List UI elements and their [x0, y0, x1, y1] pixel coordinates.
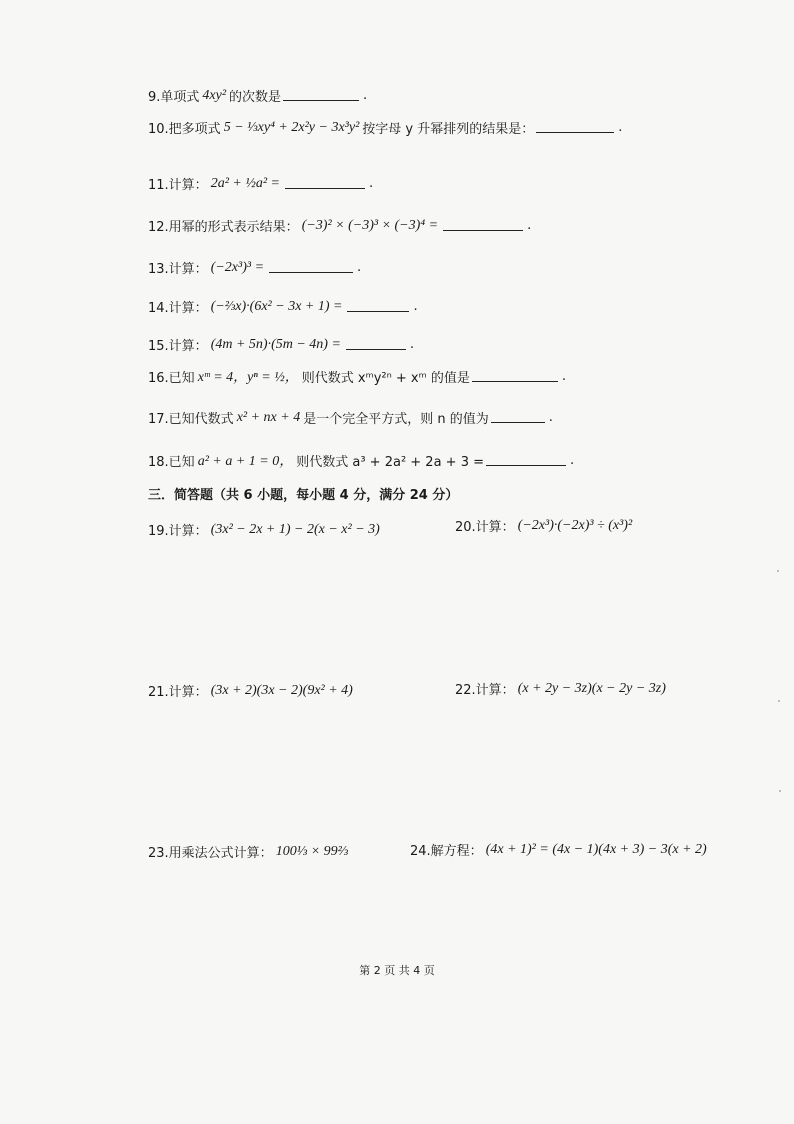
question-15	[148, 335, 414, 354]
question-suffix: 是一个完全平方式，则 n 的值为	[303, 412, 489, 427]
question-expression: a² + a + 1 = 0，	[197, 454, 294, 469]
problem-expression: (4x + 1)² = (4x − 1)(4x + 3) − 3(x + 2)	[485, 841, 707, 857]
answer-blank[interactable]	[536, 122, 614, 133]
scan-speck	[779, 790, 781, 792]
question-expression: 5 − ⅓xy⁴ + 2x²y − 3x³y²	[223, 119, 360, 135]
question-9	[148, 86, 367, 105]
question-expression: x² + nx + 4	[236, 409, 301, 425]
question-10	[148, 118, 622, 137]
problem-expression: (x + 2y − 3z)(x − 2y − 3z)	[517, 680, 666, 696]
question-expression: (−2x³)³ =	[210, 259, 265, 275]
question-end: .	[357, 260, 362, 275]
problem-label: 22.计算：	[455, 683, 515, 698]
answer-blank[interactable]	[472, 371, 558, 382]
problem-label: 23.用乘法公式计算：	[148, 846, 273, 861]
question-prefix: 12.用幂的形式表示结果：	[148, 220, 299, 235]
answer-blank[interactable]	[269, 262, 353, 273]
problem-label: 20.计算：	[455, 520, 515, 535]
question-16	[148, 366, 566, 386]
answer-blank[interactable]	[285, 178, 365, 189]
problem-expression: (3x² − 2x + 1) − 2(x − x² − 3)	[210, 521, 380, 537]
question-prefix: 17.已知代数式	[148, 412, 234, 427]
question-suffix: 按字母 y 升幂排列的结果是：	[362, 122, 535, 137]
question-end: .	[527, 218, 532, 233]
problem-expression: (−2x³)·(−2x)³ ÷ (x³)²	[517, 517, 633, 533]
scan-speck	[778, 700, 780, 702]
question-end: .	[570, 452, 575, 468]
question-prefix: 15.计算：	[148, 339, 208, 354]
question-expression: (−⅔x)·(6x² − 3x + 1) =	[210, 298, 343, 314]
question-prefix: 9.单项式	[148, 90, 200, 105]
question-prefix: 14.计算：	[148, 301, 208, 316]
problem-expression: 100⅓ × 99⅔	[275, 843, 349, 859]
question-18	[148, 450, 574, 470]
problem-19	[148, 520, 383, 539]
answer-blank[interactable]	[491, 412, 545, 423]
problem-label: 24.解方程：	[410, 844, 483, 859]
page-footer: 第 2 页 共 4 页	[359, 964, 435, 977]
problem-24	[410, 840, 710, 859]
question-end: .	[618, 120, 623, 135]
question-14	[148, 297, 418, 316]
question-end: .	[363, 88, 368, 103]
question-prefix: 16.已知	[148, 370, 195, 386]
answer-blank[interactable]	[443, 220, 523, 231]
problem-22	[455, 679, 669, 698]
problem-21	[148, 681, 356, 700]
problem-23	[148, 842, 351, 861]
question-expression: 4xy²	[202, 87, 227, 103]
question-prefix: 11.计算：	[148, 178, 208, 193]
question-prefix: 18.已知	[148, 454, 195, 470]
question-expression: 2a² + ½a² =	[210, 175, 280, 191]
answer-blank[interactable]	[347, 301, 409, 312]
question-expression: (4m + 5n)·(5m − 4n) =	[210, 336, 341, 352]
question-11	[148, 174, 373, 193]
question-12	[148, 216, 531, 235]
question-end: .	[409, 337, 415, 352]
section-heading: 三．简答题（共 6 小题，每小题 4 分，满分 24 分）	[148, 488, 459, 503]
question-suffix: 则代数式 xᵐy²ⁿ + xᵐ 的值是	[301, 370, 470, 386]
problem-expression: (3x + 2)(3x − 2)(9x² + 4)	[210, 682, 353, 698]
question-expression: (−3)² × (−3)³ × (−3)⁴ =	[301, 217, 439, 233]
question-end: .	[368, 176, 374, 191]
question-end: .	[548, 410, 553, 425]
question-end: .	[561, 368, 566, 384]
problem-label: 21.计算：	[148, 685, 208, 700]
question-suffix: 的次数是	[229, 90, 282, 105]
problem-label: 19.计算：	[148, 524, 208, 539]
question-prefix: 10.把多项式	[148, 122, 221, 137]
question-13	[148, 258, 361, 277]
answer-blank[interactable]	[346, 339, 406, 350]
problem-20	[455, 516, 635, 535]
scan-speck	[777, 570, 779, 572]
question-suffix: 则代数式 a³ + 2a² + 2a + 3 =	[296, 454, 484, 470]
answer-blank[interactable]	[283, 90, 359, 101]
question-17	[148, 408, 553, 427]
question-end: .	[413, 299, 418, 314]
question-expression: xᵐ = 4，yⁿ = ½，	[197, 370, 299, 385]
answer-blank[interactable]	[486, 455, 566, 466]
question-prefix: 13.计算：	[148, 262, 208, 277]
